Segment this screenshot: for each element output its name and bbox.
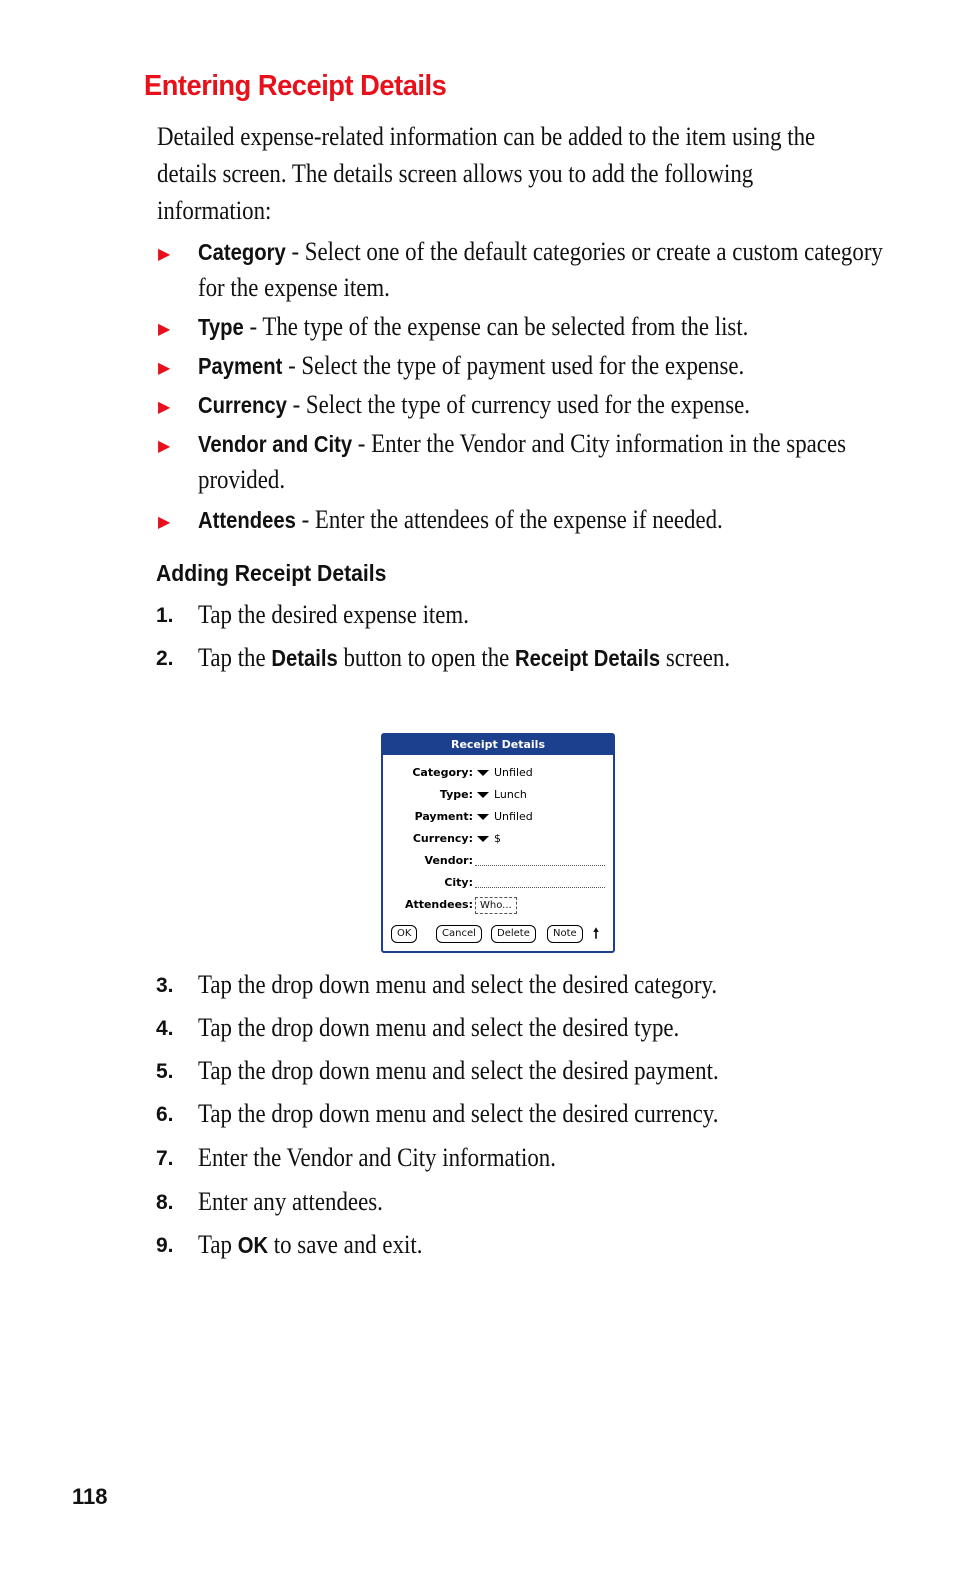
delete-button[interactable]: Delete bbox=[491, 925, 536, 943]
palm-row-city: City: bbox=[383, 873, 613, 893]
note-button[interactable]: Note bbox=[547, 925, 583, 943]
bullet-attendees: ▶ Attendees - Enter the attendees of the expense if needed. bbox=[158, 502, 918, 538]
bullet-currency: ▶ Currency - Select the type of currency used for the expense. bbox=[158, 387, 918, 423]
bullet-arrow-icon: ▶ bbox=[158, 512, 171, 531]
palm-row-vendor: Vendor: bbox=[383, 851, 613, 871]
dropdown-triangle-icon[interactable] bbox=[477, 814, 489, 820]
vendor-input[interactable] bbox=[475, 865, 605, 866]
bullet-arrow-icon: ▶ bbox=[158, 397, 171, 416]
dropdown-triangle-icon[interactable] bbox=[477, 770, 489, 776]
receipt-details-screenshot bbox=[381, 733, 615, 953]
page-number: 118 bbox=[72, 1484, 108, 1509]
dropdown-triangle-icon[interactable] bbox=[477, 792, 489, 798]
intro-paragraph: Detailed expense-related information can be added to the item using the details screen. The details screen allows you to add the following information: bbox=[157, 122, 816, 225]
step-5: 5. Tap the drop down menu and select the desired payment. bbox=[156, 1056, 719, 1085]
procedure-heading: Adding Receipt Details bbox=[156, 560, 387, 586]
palm-row-category: Category: Unfiled bbox=[412, 766, 533, 779]
step-9: 9. Tap OK to save and exit. bbox=[156, 1230, 423, 1259]
bullet-vendor-city: ▶ Vendor and City - Enter the Vendor and City information in the spaces provided. bbox=[158, 429, 847, 494]
bullet-arrow-icon: ▶ bbox=[158, 319, 171, 338]
step-2: 2. Tap the Details button to open the Receipt Details screen. bbox=[156, 643, 731, 672]
palm-row-payment: Payment: Unfiled bbox=[414, 810, 533, 823]
palm-row-currency: Currency: $ bbox=[412, 832, 501, 845]
page-title: Entering Receipt Details bbox=[144, 70, 447, 102]
step-3: 3. Tap the drop down menu and select the desired category. bbox=[156, 970, 718, 999]
step-4: 4. Tap the drop down menu and select the desired type. bbox=[156, 1013, 680, 1042]
cancel-button[interactable]: Cancel bbox=[436, 925, 482, 943]
bullet-type: ▶ Type - The type of the expense can be selected from the list. bbox=[158, 309, 918, 345]
bullet-payment: ▶ Payment - Select the type of payment used for the expense. bbox=[158, 348, 918, 384]
step-1: 1. Tap the desired expense item. bbox=[156, 600, 469, 629]
palm-row-type: Type: Lunch bbox=[439, 788, 527, 801]
palm-row-attendees: Attendees: Who... bbox=[383, 895, 613, 915]
who-button[interactable]: Who... bbox=[475, 897, 517, 914]
bullet-arrow-icon: ▶ bbox=[158, 358, 171, 377]
palm-title-bar: Receipt Details bbox=[383, 735, 613, 755]
bullet-arrow-icon: ▶ bbox=[158, 244, 171, 263]
city-input[interactable] bbox=[475, 887, 605, 888]
step-7: 7. Enter the Vendor and City information. bbox=[156, 1143, 556, 1172]
bullet-category: ▶ Category - Select one of the default categories or create a custom category for the expense item. bbox=[158, 237, 883, 302]
step-6: 6. Tap the drop down menu and select the desired currency. bbox=[156, 1099, 719, 1128]
dropdown-triangle-icon[interactable] bbox=[477, 836, 489, 842]
bullet-arrow-icon: ▶ bbox=[158, 436, 171, 455]
scroll-up-arrow-icon[interactable]: 🠕 bbox=[593, 926, 600, 942]
step-8: 8. Enter any attendees. bbox=[156, 1187, 383, 1216]
ok-button[interactable]: OK bbox=[391, 925, 417, 943]
